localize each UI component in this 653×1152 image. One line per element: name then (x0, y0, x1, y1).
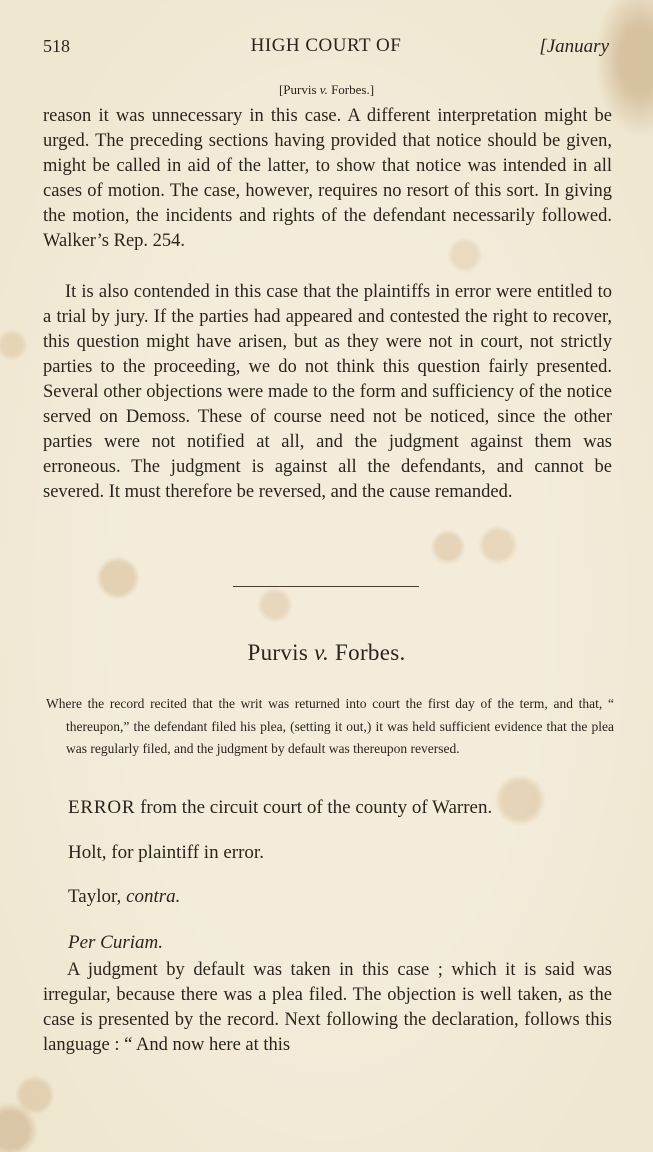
error-line (68, 797, 492, 819)
page-header (43, 36, 609, 62)
paragraph-opinion-text: A judgment by default was taken in this case ; which it is said was irregular, because there was a plea filed. The objection is well taken, as the case is presented by the record. Next following the declaration, follows this language : “ And now here at this (43, 960, 612, 1055)
error-rest: from the circuit court of the county of Warren. (135, 797, 493, 818)
case-reference (0, 82, 653, 98)
paragraph-jury-trial-text: It is also contended in this case that the plaintiffs in error were entitled to a trial by jury. If the parties had appeared and contested the right to recover, this question might have arisen, but as they were not in court, not strictly parties to the proceeding, we do not think this question fairly presented. Several other objections were made to the form and sufficiency of the notice served on Demoss. These of course need not be noticed, since the other parties were not notified at all, and the judgment against them was erroneous. The judgment is against all the defendants, and cannot be severed. It must therefore be reversed, and the cause remanded. (43, 282, 612, 502)
error-word: ERROR (68, 797, 136, 818)
case-ref-open: [Purvis (278, 82, 320, 97)
case-ref-close: Forbes.] (327, 82, 375, 97)
paragraph-continued: reason it was unnecessary in this case. A different interpretation might be urged. The preceding sections having provided that notice should be given, might be called in aid of the latter, to show that notice was intended in all cases of motion. The case, however, requires no resort of this sort. In giving the motion, the incidents and rights of the defendant necessarily followed. Walker’s Rep. 254. (43, 106, 612, 251)
case-title (0, 640, 653, 666)
running-head: HIGH COURT OF (250, 35, 402, 56)
counsel-defendant (68, 886, 180, 908)
case-title-right: Forbes. (329, 640, 406, 665)
counsel-plaintiff: Holt, for plaintiff in error. (68, 842, 264, 863)
section-divider (233, 586, 419, 587)
counsel-defendant-name: Taylor, (68, 886, 127, 907)
headnote: Where the record recited that the writ was returned into court the first day of the term, and that, “ thereupon,” the defendant filed his plea, (setting it out,) it was held sufficient evidence that the plea was regularly filed, and the judgment by default was thereupon reversed. (46, 696, 614, 756)
running-head-month: [January (539, 36, 609, 57)
case-title-v: v. (314, 640, 329, 665)
case-ref-v: v. (319, 82, 328, 97)
page-number: 518 (43, 36, 70, 56)
paragraph-jury-trial (43, 280, 612, 505)
counsel-defendant-contra: contra. (126, 886, 181, 907)
case-title-left: Purvis (247, 640, 315, 665)
paragraph-opinion (43, 958, 612, 1058)
per-curiam-heading: Per Curiam. (68, 932, 163, 953)
